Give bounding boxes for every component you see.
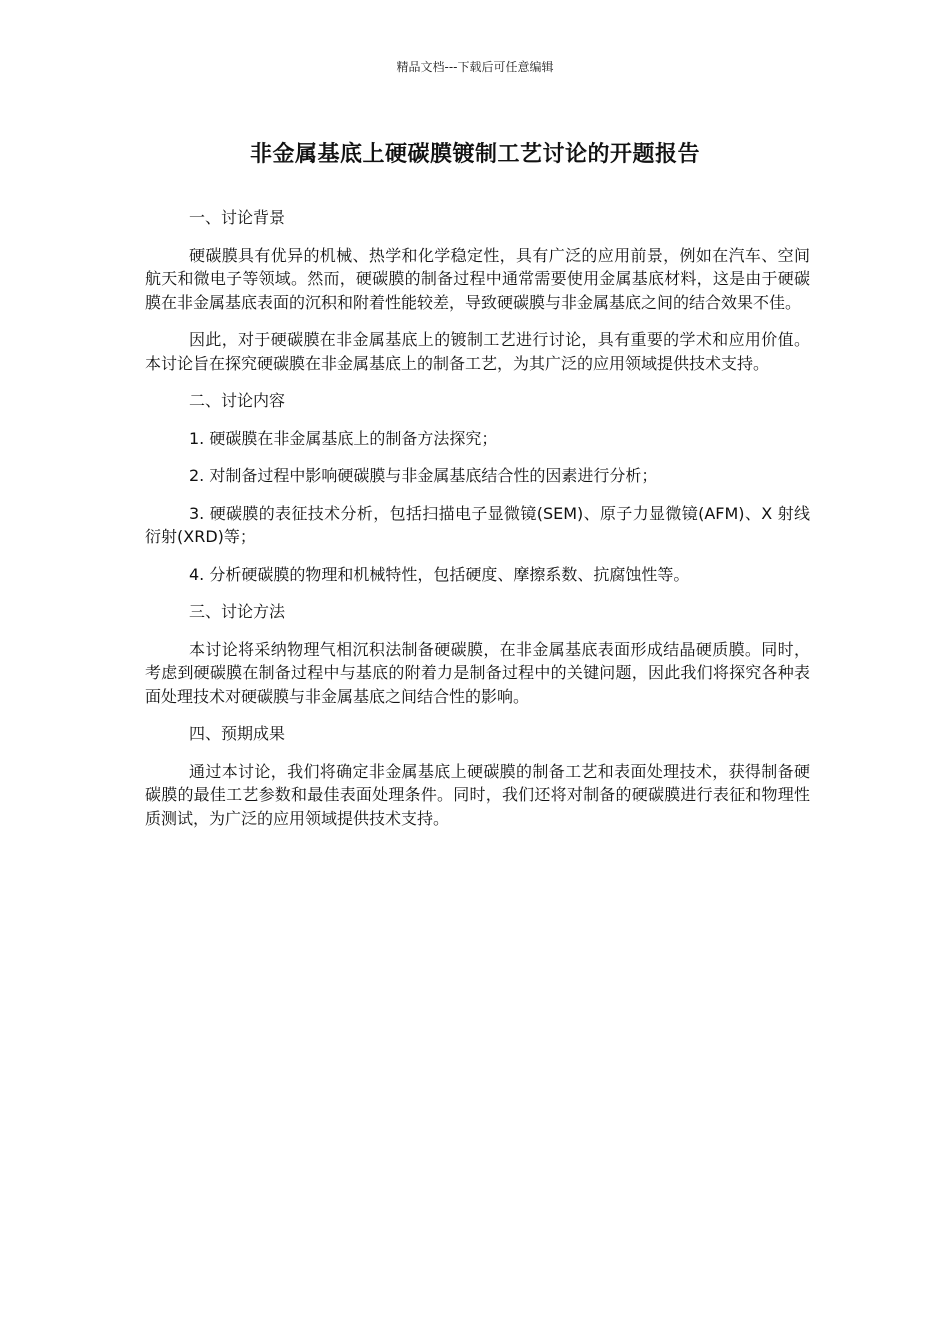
section-heading-method: 三、讨论方法 — [189, 602, 286, 621]
document-title: 非金属基底上硬碳膜镀制工艺讨论的开题报告 — [249, 142, 700, 167]
results-paragraph-1: 通过本讨论，我们将确定非金属基底上硬碳膜的制备工艺和表面处理技术，获得制备硬碳膜的最佳工艺参数和最佳表面处理条件。同时，我们还将对制备的硬碳膜进行表征和物理性质测试，为广泛的应用领域提供技术支持。 — [145, 761, 810, 828]
content-item-4: 4. 分析硬碳膜的物理和机械特性，包括硬度、摩擦系数、抗腐蚀性等。 — [189, 564, 690, 584]
section-heading-results: 四、预期成果 — [189, 724, 286, 743]
section-heading-content: 二、讨论内容 — [189, 391, 286, 410]
document-body — [145, 206, 810, 844]
content-item-2: 2. 对制备过程中影响硬碳膜与非金属基底结合性的因素进行分析； — [189, 466, 658, 485]
content-item-3: 3. 硬碳膜的表征技术分析，包括扫描电子显微镜(SEM)、原子力显微镜(AFM)、X 射线衍射(XRD)等； — [145, 503, 810, 546]
content-item-1: 1. 硬碳膜在非金属基底上的制备方法探究； — [189, 428, 498, 448]
background-paragraph-1: 硬碳膜具有优异的机械、热学和化学稳定性，具有广泛的应用前景，例如在汽车、空间航天和微电子等领域。然而，硬碳膜的制备过程中通常需要使用金属基底材料，这是由于硬碳膜在非金属基底表面的沉积和附着性能较差，导致硬碳膜与非金属基底之间的结合效果不佳。 — [145, 245, 810, 312]
header-note: 精品文档---下载后可任意编辑 — [396, 60, 554, 74]
method-paragraph-1: 本讨论将采纳物理气相沉积法制备硬碳膜，在非金属基底表面形成结晶硬质膜。同时，考虑到硬碳膜在制备过程中与基底的附着力是制备过程中的关键问题，因此我们将探究各种表面处理技术对硬碳膜与非金属基底之间结合性的影响。 — [145, 639, 810, 706]
background-paragraph-2: 因此，对于硬碳膜在非金属基底上的镀制工艺进行讨论，具有重要的学术和应用价值。本讨论旨在探究硬碳膜在非金属基底上的制备工艺，为其广泛的应用领域提供技术支持。 — [145, 330, 810, 373]
section-heading-background: 一、讨论背景 — [189, 208, 286, 227]
